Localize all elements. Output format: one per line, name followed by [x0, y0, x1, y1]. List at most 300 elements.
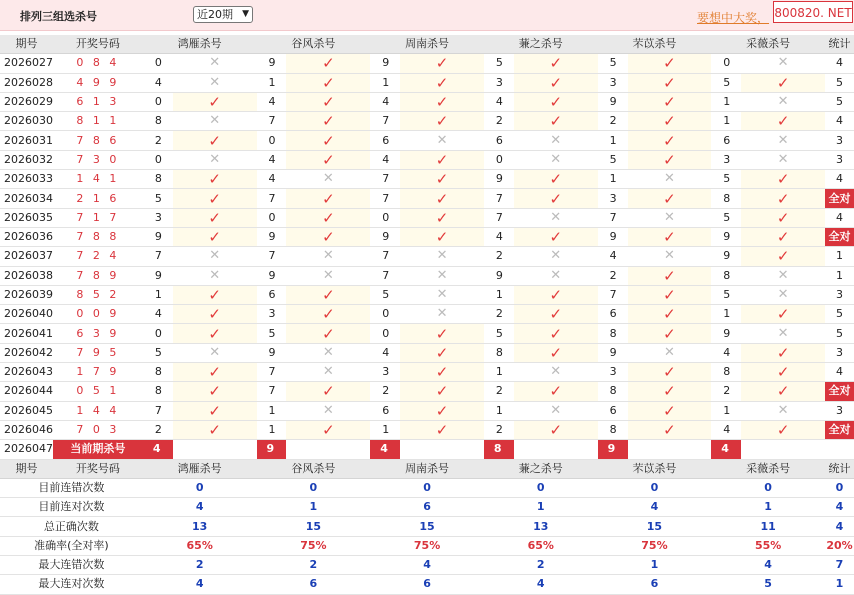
kill-number: 0	[711, 54, 741, 73]
draw-number: 6 1 3	[53, 92, 143, 111]
cross-icon: ✕	[400, 247, 484, 266]
stats-value: 4	[484, 575, 598, 594]
stats-value: 0	[143, 478, 257, 497]
stats-row	[0, 498, 854, 517]
hit-count: 3	[825, 401, 854, 420]
cross-icon: ✕	[286, 363, 370, 382]
draw-number: 2 1 6	[53, 189, 143, 208]
check-icon: ✓	[173, 227, 257, 246]
check-icon: ✓	[400, 54, 484, 73]
kill-number: 7	[257, 247, 287, 266]
kill-number-table	[0, 35, 854, 595]
kill-number: 1	[711, 112, 741, 131]
issue-cell: 2026032	[0, 150, 53, 169]
stats-value: 0	[598, 478, 712, 497]
col-expert: 周南杀号	[370, 35, 484, 54]
kill-number: 5	[598, 150, 628, 169]
kill-number: 9	[598, 227, 628, 246]
kill-number: 8	[143, 363, 173, 382]
hit-count: 4	[825, 363, 854, 382]
check-icon: ✓	[628, 92, 712, 111]
current-kill-number: 4	[711, 440, 741, 459]
check-icon: ✓	[173, 382, 257, 401]
kill-number: 0	[143, 92, 173, 111]
kill-number: 9	[257, 343, 287, 362]
col-expert: 谷风杀号	[257, 35, 371, 54]
col-issue: 期号	[0, 35, 53, 54]
check-icon: ✓	[286, 112, 370, 131]
cross-icon: ✕	[400, 285, 484, 304]
kill-number: 4	[484, 227, 514, 246]
check-icon: ✓	[286, 227, 370, 246]
kill-number: 2	[484, 247, 514, 266]
col-expert: 鸿雁杀号	[143, 459, 257, 478]
table-row	[0, 247, 854, 266]
cross-icon: ✕	[286, 266, 370, 285]
kill-number: 8	[143, 382, 173, 401]
check-icon: ✓	[741, 305, 825, 324]
check-icon: ✓	[286, 208, 370, 227]
check-icon: ✓	[628, 382, 712, 401]
cross-icon: ✕	[741, 131, 825, 150]
kill-number: 1	[143, 285, 173, 304]
check-icon: ✓	[173, 305, 257, 324]
stats-value: 4	[143, 498, 257, 517]
kill-number: 4	[370, 150, 400, 169]
stats-label: 目前连错次数	[0, 478, 143, 497]
check-icon: ✓	[400, 150, 484, 169]
draw-number: 7 8 8	[53, 227, 143, 246]
table-row	[0, 227, 854, 246]
issue-cell: 2026031	[0, 131, 53, 150]
kill-number: 7	[143, 247, 173, 266]
kill-number: 3	[370, 363, 400, 382]
stats-value: 55%	[711, 536, 825, 555]
page-title: 排列三组选杀号	[20, 10, 97, 23]
table-row	[0, 189, 854, 208]
kill-number: 8	[143, 112, 173, 131]
check-icon: ✓	[286, 150, 370, 169]
hit-count: 1	[825, 266, 854, 285]
kill-number: 2	[484, 420, 514, 439]
check-icon: ✓	[741, 170, 825, 189]
check-icon: ✓	[400, 363, 484, 382]
kill-number: 3	[598, 189, 628, 208]
issue-cell: 2026043	[0, 363, 53, 382]
hit-count: 5	[825, 324, 854, 343]
stats-value: 5	[711, 575, 825, 594]
kill-number: 6	[370, 401, 400, 420]
cross-icon: ✕	[741, 92, 825, 111]
draw-number: 1 7 9	[53, 363, 143, 382]
stats-value: 0	[711, 478, 825, 497]
check-icon: ✓	[741, 420, 825, 439]
col-expert: 谷风杀号	[257, 459, 371, 478]
cross-icon: ✕	[741, 401, 825, 420]
hit-count: 4	[825, 208, 854, 227]
kill-number: 4	[370, 343, 400, 362]
cross-icon: ✕	[628, 208, 712, 227]
kill-number: 0	[370, 324, 400, 343]
kill-number: 2	[143, 131, 173, 150]
stats-value: 4	[598, 498, 712, 517]
kill-number: 4	[598, 247, 628, 266]
draw-number: 7 3 0	[53, 150, 143, 169]
stats-value: 2	[257, 556, 371, 575]
stats-label: 最大连错次数	[0, 556, 143, 575]
table-row	[0, 208, 854, 227]
check-icon: ✓	[741, 189, 825, 208]
check-icon: ✓	[173, 420, 257, 439]
check-icon: ✓	[173, 401, 257, 420]
stats-value: 13	[143, 517, 257, 536]
check-icon: ✓	[286, 382, 370, 401]
issue-cell: 2026045	[0, 401, 53, 420]
cross-icon: ✕	[741, 266, 825, 285]
cross-icon: ✕	[741, 150, 825, 169]
check-icon: ✓	[514, 305, 598, 324]
issue-cell: 2026027	[0, 54, 53, 73]
kill-number: 0	[257, 131, 287, 150]
stats-label: 最大连对次数	[0, 575, 143, 594]
check-icon: ✓	[514, 420, 598, 439]
col-expert: 蒹之杀号	[484, 35, 598, 54]
kill-number: 3	[484, 73, 514, 92]
check-icon: ✓	[400, 324, 484, 343]
check-icon: ✓	[628, 420, 712, 439]
col-count: 统计	[825, 459, 854, 478]
kill-number: 7	[257, 363, 287, 382]
stats-row	[0, 478, 854, 497]
check-icon: ✓	[400, 382, 484, 401]
kill-number: 0	[370, 305, 400, 324]
draw-number: 7 8 9	[53, 266, 143, 285]
kill-number: 6	[598, 401, 628, 420]
table-row	[0, 420, 854, 439]
check-icon: ✓	[741, 363, 825, 382]
issue-cell: 2026039	[0, 285, 53, 304]
check-icon: ✓	[173, 285, 257, 304]
kill-number: 1	[484, 401, 514, 420]
kill-number: 7	[143, 401, 173, 420]
kill-number: 2	[484, 382, 514, 401]
kill-number: 9	[257, 266, 287, 285]
period-select[interactable]	[193, 6, 253, 23]
hit-count: 5	[825, 73, 854, 92]
hit-count: 3	[825, 131, 854, 150]
draw-number: 6 3 9	[53, 324, 143, 343]
stats-value: 15	[257, 517, 371, 536]
kill-number: 7	[370, 189, 400, 208]
check-icon: ✓	[400, 112, 484, 131]
stats-value: 4	[711, 556, 825, 575]
stats-value: 11	[711, 517, 825, 536]
kill-number: 6	[257, 285, 287, 304]
col-expert: 周南杀号	[370, 459, 484, 478]
check-icon: ✓	[400, 208, 484, 227]
check-icon: ✓	[741, 382, 825, 401]
draw-number: 0 0 9	[53, 305, 143, 324]
current-kill-number: 9	[257, 440, 287, 459]
check-icon: ✓	[173, 92, 257, 111]
check-icon: ✓	[514, 382, 598, 401]
draw-number: 8 1 1	[53, 112, 143, 131]
table-row	[0, 266, 854, 285]
kill-number: 4	[711, 420, 741, 439]
table-row	[0, 150, 854, 169]
kill-number: 7	[370, 266, 400, 285]
kill-number: 9	[598, 343, 628, 362]
check-icon: ✓	[628, 401, 712, 420]
check-icon: ✓	[286, 131, 370, 150]
stats-value: 6	[370, 498, 484, 517]
stats-label: 总正确次数	[0, 517, 143, 536]
kill-number: 8	[598, 324, 628, 343]
stats-header	[0, 459, 854, 478]
all-correct-badge: 全对	[825, 227, 854, 246]
kill-number: 5	[711, 208, 741, 227]
stats-count: 7	[825, 556, 854, 575]
kill-number: 5	[484, 54, 514, 73]
col-expert: 采薇杀号	[711, 35, 825, 54]
draw-number: 0 5 1	[53, 382, 143, 401]
period-select-value: 近20期	[197, 8, 233, 21]
cross-icon: ✕	[286, 170, 370, 189]
kill-number: 8	[711, 363, 741, 382]
table-row	[0, 112, 854, 131]
kill-number: 7	[370, 112, 400, 131]
current-label: 当前期杀号	[53, 440, 143, 459]
check-icon: ✓	[741, 208, 825, 227]
cross-icon: ✕	[286, 343, 370, 362]
kill-number: 1	[257, 73, 287, 92]
kill-number: 4	[370, 92, 400, 111]
issue-cell: 2026040	[0, 305, 53, 324]
kill-number: 7	[257, 189, 287, 208]
check-icon: ✓	[628, 54, 712, 73]
kill-number: 4	[143, 305, 173, 324]
kill-number: 1	[257, 401, 287, 420]
all-correct-badge: 全对	[825, 189, 854, 208]
check-icon: ✓	[514, 112, 598, 131]
check-icon: ✓	[514, 170, 598, 189]
check-icon: ✓	[286, 189, 370, 208]
kill-number: 5	[257, 324, 287, 343]
draw-number: 8 5 2	[53, 285, 143, 304]
kill-number: 1	[484, 285, 514, 304]
kill-number: 9	[143, 227, 173, 246]
kill-number: 7	[484, 208, 514, 227]
kill-number: 1	[370, 420, 400, 439]
kill-number: 4	[257, 92, 287, 111]
cross-icon: ✕	[173, 112, 257, 131]
stats-value: 0	[484, 478, 598, 497]
cross-icon: ✕	[400, 305, 484, 324]
issue-cell: 2026038	[0, 266, 53, 285]
kill-number: 5	[598, 54, 628, 73]
issue-cell: 2026028	[0, 73, 53, 92]
check-icon: ✓	[628, 150, 712, 169]
kill-number: 8	[484, 343, 514, 362]
cross-icon: ✕	[741, 324, 825, 343]
kill-number: 1	[370, 73, 400, 92]
kill-number: 5	[711, 73, 741, 92]
check-icon: ✓	[173, 170, 257, 189]
kill-number: 2	[484, 305, 514, 324]
check-icon: ✓	[400, 227, 484, 246]
draw-number: 7 9 5	[53, 343, 143, 362]
cross-icon: ✕	[514, 363, 598, 382]
kill-number: 7	[598, 208, 628, 227]
kill-number: 1	[598, 131, 628, 150]
draw-number: 0 8 4	[53, 54, 143, 73]
site-watermark: 800820. NET	[773, 1, 853, 23]
stats-value: 1	[257, 498, 371, 517]
stats-value: 15	[370, 517, 484, 536]
issue-cell: 2026046	[0, 420, 53, 439]
kill-number: 0	[143, 54, 173, 73]
check-icon: ✓	[514, 324, 598, 343]
top-bar	[0, 0, 854, 31]
draw-number: 7 2 4	[53, 247, 143, 266]
kill-number: 3	[598, 73, 628, 92]
col-expert: 芣苡杀号	[598, 459, 712, 478]
stats-value: 13	[484, 517, 598, 536]
kill-number: 8	[598, 382, 628, 401]
check-icon: ✓	[628, 73, 712, 92]
cross-icon: ✕	[514, 247, 598, 266]
cross-icon: ✕	[514, 401, 598, 420]
kill-number: 7	[257, 382, 287, 401]
kill-number: 2	[598, 266, 628, 285]
hit-count: 4	[825, 54, 854, 73]
stats-value: 0	[370, 478, 484, 497]
stats-value: 6	[257, 575, 371, 594]
kill-number: 3	[257, 305, 287, 324]
stats-value: 65%	[484, 536, 598, 555]
check-icon: ✓	[741, 73, 825, 92]
hit-count: 5	[825, 92, 854, 111]
issue-cell: 2026042	[0, 343, 53, 362]
kill-number: 3	[711, 150, 741, 169]
kill-number: 1	[484, 363, 514, 382]
draw-number: 7 1 7	[53, 208, 143, 227]
stats-value: 6	[598, 575, 712, 594]
kill-number: 1	[257, 420, 287, 439]
kill-number: 9	[484, 266, 514, 285]
hit-count: 1	[825, 247, 854, 266]
stats-value: 0	[257, 478, 371, 497]
check-icon: ✓	[741, 247, 825, 266]
hit-count: 3	[825, 150, 854, 169]
check-icon: ✓	[173, 363, 257, 382]
check-icon: ✓	[286, 420, 370, 439]
col-draw: 开奖号码	[53, 459, 143, 478]
cross-icon: ✕	[400, 266, 484, 285]
kill-number: 5	[370, 285, 400, 304]
stats-value: 1	[711, 498, 825, 517]
kill-number: 1	[711, 305, 741, 324]
kill-number: 0	[257, 208, 287, 227]
stats-count: 4	[825, 517, 854, 536]
col-expert: 鸿雁杀号	[143, 35, 257, 54]
hit-count: 3	[825, 343, 854, 362]
stats-count: 0	[825, 478, 854, 497]
kill-number: 9	[370, 54, 400, 73]
kill-number: 5	[143, 189, 173, 208]
check-icon: ✓	[286, 324, 370, 343]
kill-number: 6	[370, 131, 400, 150]
cross-icon: ✕	[173, 54, 257, 73]
draw-number: 7 0 3	[53, 420, 143, 439]
kill-number: 1	[711, 401, 741, 420]
stats-count: 4	[825, 498, 854, 517]
issue-cell: 2026029	[0, 92, 53, 111]
check-icon: ✓	[628, 363, 712, 382]
hit-count: 4	[825, 170, 854, 189]
hit-count: 4	[825, 112, 854, 131]
table-row	[0, 285, 854, 304]
col-count: 统计	[825, 35, 854, 54]
table-row	[0, 170, 854, 189]
kill-number: 4	[711, 343, 741, 362]
check-icon: ✓	[286, 73, 370, 92]
kill-number: 9	[711, 227, 741, 246]
check-icon: ✓	[514, 54, 598, 73]
check-icon: ✓	[400, 343, 484, 362]
kill-number: 0	[370, 208, 400, 227]
stats-value: 2	[143, 556, 257, 575]
kill-number: 2	[598, 112, 628, 131]
check-icon: ✓	[173, 324, 257, 343]
all-correct-badge: 全对	[825, 420, 854, 439]
cross-icon: ✕	[628, 247, 712, 266]
kill-number: 9	[257, 227, 287, 246]
draw-number: 7 8 6	[53, 131, 143, 150]
kill-number: 8	[598, 420, 628, 439]
cross-icon: ✕	[628, 170, 712, 189]
cross-icon: ✕	[514, 208, 598, 227]
chevron-down-icon: ▼	[242, 9, 249, 19]
col-issue: 期号	[0, 459, 53, 478]
table-row	[0, 92, 854, 111]
table-row	[0, 382, 854, 401]
kill-number: 6	[484, 131, 514, 150]
kill-number: 5	[143, 343, 173, 362]
stats-value: 4	[143, 575, 257, 594]
check-icon: ✓	[514, 92, 598, 111]
kill-number: 7	[257, 112, 287, 131]
check-icon: ✓	[514, 189, 598, 208]
cross-icon: ✕	[173, 266, 257, 285]
table-row	[0, 305, 854, 324]
current-issue-row	[0, 440, 854, 459]
kill-number: 9	[598, 92, 628, 111]
kill-number: 5	[711, 285, 741, 304]
kill-number: 5	[484, 324, 514, 343]
kill-number: 7	[370, 170, 400, 189]
kill-number: 8	[711, 189, 741, 208]
cross-icon: ✕	[286, 401, 370, 420]
promo-link[interactable]: 要想中大奖，	[697, 11, 770, 25]
check-icon: ✓	[628, 112, 712, 131]
current-kill-number: 4	[143, 440, 173, 459]
kill-number: 9	[711, 324, 741, 343]
kill-number: 4	[484, 92, 514, 111]
stats-value: 75%	[257, 536, 371, 555]
kill-number: 8	[143, 170, 173, 189]
stats-value: 15	[598, 517, 712, 536]
